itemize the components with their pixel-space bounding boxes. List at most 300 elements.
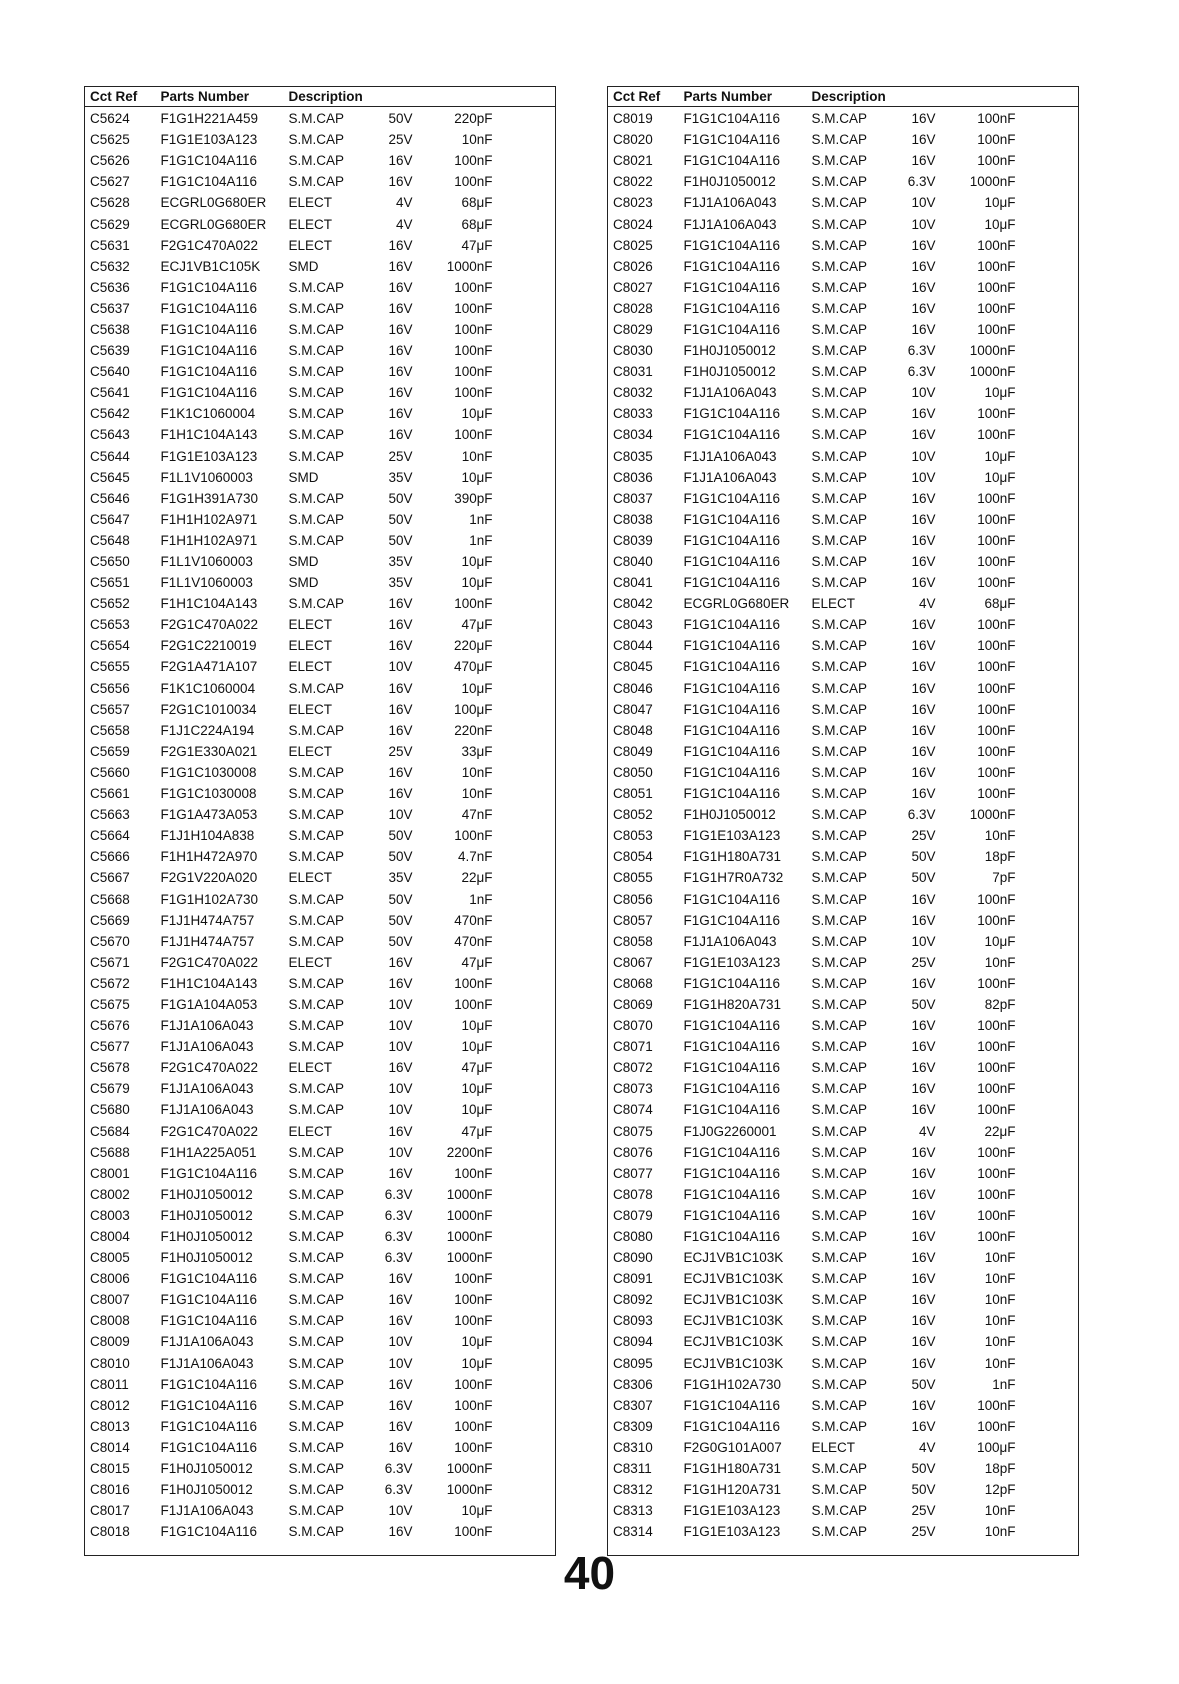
table-row [608,467,1079,488]
table-row [85,888,556,909]
voltage-cell: 16V [388,954,413,970]
description-cell: S.M.CAP [288,1376,345,1392]
voltage-cell: 4V [395,216,413,232]
voltage-cell: 16V [911,617,936,633]
row-padding [493,107,556,130]
description-cell: S.M.CAP [288,975,345,991]
row-padding [493,551,556,572]
row-padding [493,340,556,361]
row-padding [493,382,556,403]
value-cell: 470nF [454,933,493,949]
description-cell: S.M.CAP [811,427,868,443]
table-row [85,107,556,130]
cct-ref-cell: C8067 [613,954,653,970]
value-cell: 10μF [984,448,1016,464]
description-cell: S.M.CAP [811,1081,868,1097]
table-row [608,1142,1079,1163]
value-cell: 100μF [453,701,493,717]
row-padding [493,1184,556,1205]
parts-number-cell: F1K1C1060004 [160,406,256,422]
row-padding [493,446,556,467]
row-padding [1016,931,1079,952]
voltage-cell: 16V [388,406,413,422]
row-padding [1016,1142,1079,1163]
cct-ref-cell: C8008 [90,1313,130,1329]
voltage-cell: 16V [388,701,413,717]
voltage-cell: 10V [911,195,936,211]
parts-number-cell: F1J1A106A043 [160,1018,254,1034]
table-row [85,973,556,994]
voltage-cell: 16V [911,300,936,316]
value-cell: 100nF [977,321,1016,337]
parts-number-cell: F2G1V220A020 [160,870,258,886]
voltage-cell: 16V [388,427,413,443]
cct-ref-cell: C5654 [90,638,130,654]
description-cell: S.M.CAP [811,1060,868,1076]
voltage-cell: 25V [911,1524,936,1540]
parts-number-cell: F2G0G101A007 [683,1439,782,1455]
cct-ref-cell: C5645 [90,469,130,485]
voltage-cell: 16V [911,258,936,274]
cct-ref-cell: C8026 [613,258,653,274]
table-row [85,1099,556,1120]
cct-ref-cell: C8075 [613,1123,653,1139]
table-row [608,846,1079,867]
value-cell: 100nF [977,912,1016,928]
description-cell: S.M.CAP [811,469,868,485]
parts-number-cell: F1G1A104A053 [160,996,258,1012]
table-row [85,446,556,467]
description-cell: S.M.CAP [811,364,868,380]
value-cell: 10μF [461,575,493,591]
table-row [85,382,556,403]
value-cell: 100nF [977,153,1016,169]
parts-number-cell: F1H1H102A971 [160,511,258,527]
cct-ref-cell: C8027 [613,279,653,295]
cct-ref-cell: C5625 [90,132,130,148]
voltage-cell: 10V [388,1102,413,1118]
table-row [608,235,1079,256]
description-cell: S.M.CAP [811,1355,868,1371]
value-cell: 100nF [977,659,1016,675]
row-padding [1016,1395,1079,1416]
table-row [85,952,556,973]
cct-ref-cell: C8312 [613,1482,653,1498]
parts-number-cell: F1G1H120A731 [683,1482,782,1498]
cct-ref-cell: C5647 [90,511,130,527]
parts-number-cell: F1J1A106A043 [683,469,777,485]
row-padding [493,1437,556,1458]
table-row [608,192,1079,213]
table-row [85,171,556,192]
cct-ref-cell: C8095 [613,1355,653,1371]
description-cell: S.M.CAP [811,996,868,1012]
voltage-cell: 16V [388,1060,413,1076]
description-cell: S.M.CAP [811,279,868,295]
cct-ref-cell: C5670 [90,933,130,949]
table-row [608,424,1079,445]
parts-number-cell: ECGRL0G680ER [160,216,267,232]
cct-ref-cell: C5628 [90,195,130,211]
value-cell: 390pF [454,490,493,506]
parts-number-cell: F1G1C104A116 [683,638,781,654]
description-cell: ELECT [288,701,333,717]
description-cell: S.M.CAP [288,153,345,169]
voltage-cell: 16V [388,1165,413,1181]
parts-number-cell: F1G1C1030008 [160,786,257,802]
table-row [608,952,1079,973]
row-padding [1016,107,1079,130]
table-row [85,741,556,762]
table-row [608,1521,1079,1542]
description-cell: ELECT [288,237,333,253]
parts-number-cell: F1G1C104A116 [683,511,781,527]
parts-number-cell: F1L1V1060003 [160,554,253,570]
table-row [85,804,556,825]
value-cell: 68μF [984,596,1016,612]
row-padding [1016,846,1079,867]
voltage-cell: 16V [911,1397,936,1413]
parts-number-cell: F1H0J1050012 [160,1461,253,1477]
table-row [85,678,556,699]
value-cell: 100nF [977,1102,1016,1118]
table-row [85,361,556,382]
cct-ref-cell: C5639 [90,343,130,359]
voltage-cell: 50V [388,933,413,949]
parts-number-cell: F1K1C1060004 [160,680,256,696]
value-cell: 100nF [977,258,1016,274]
row-padding [493,593,556,614]
parts-number-cell: F2G1C470A022 [160,617,259,633]
parts-number-cell: ECJ1VB1C103K [683,1313,784,1329]
cct-ref-cell: C5663 [90,807,130,823]
parts-number-cell: F1G1C104A116 [683,321,781,337]
description-cell: S.M.CAP [811,807,868,823]
row-padding [493,1015,556,1036]
description-cell: S.M.CAP [288,1482,345,1498]
parts-number-cell: ECJ1VB1C103K [683,1355,784,1371]
parts-number-cell: F1G1C104A116 [683,153,781,169]
parts-number-cell: F1G1C104A116 [683,975,781,991]
description-cell: S.M.CAP [811,1229,868,1245]
parts-number-cell: F1H1A225A051 [160,1144,257,1160]
value-cell: 68μF [461,195,493,211]
row-padding [1016,277,1079,298]
table-row [608,509,1079,530]
table-row [85,1353,556,1374]
parts-number-cell: F1G1H102A730 [683,1376,782,1392]
row-padding [493,129,556,150]
parts-number-cell: F1G1C104A116 [683,1229,781,1245]
description-cell: S.M.CAP [811,406,868,422]
row-padding [1016,1036,1079,1057]
parts-number-cell: ECGRL0G680ER [160,195,267,211]
cct-ref-cell: C8032 [613,385,653,401]
parts-number-cell: F2G1C2210019 [160,638,257,654]
description-cell: S.M.CAP [288,1461,345,1477]
voltage-cell: 25V [911,1503,936,1519]
table-row [608,804,1079,825]
parts-number-cell: ECJ1VB1C103K [683,1334,784,1350]
cct-ref-cell: C8041 [613,575,653,591]
voltage-cell: 25V [911,828,936,844]
parts-number-cell: F1G1C104A116 [160,1292,258,1308]
cct-ref-cell: C8058 [613,933,653,949]
voltage-cell: 16V [911,743,936,759]
parts-number-cell: F1G1C1030008 [160,764,257,780]
cct-ref-cell: C5666 [90,849,130,865]
cct-ref-cell: C8038 [613,511,653,527]
cct-ref-cell: C8019 [613,111,653,127]
voltage-cell: 16V [911,575,936,591]
row-padding [1016,1268,1079,1289]
description-cell: SMD [288,258,319,274]
value-cell: 100nF [977,1039,1016,1055]
table-row [85,213,556,234]
value-cell: 10nF [984,954,1016,970]
voltage-cell: 16V [911,511,936,527]
row-padding [1016,741,1079,762]
value-cell: 100nF [454,1376,493,1392]
row-padding [1016,994,1079,1015]
description-cell: S.M.CAP [288,1165,345,1181]
description-cell: S.M.CAP [811,216,868,232]
description-cell: S.M.CAP [811,1397,868,1413]
table-row [608,256,1079,277]
cct-ref-cell: C5637 [90,300,130,316]
value-cell: 1000nF [446,1461,493,1477]
voltage-cell: 16V [388,1524,413,1540]
voltage-cell: 10V [388,1081,413,1097]
table-row [608,277,1079,298]
value-cell: 100nF [454,1292,493,1308]
parts-number-cell: F1G1H391A730 [160,490,259,506]
voltage-cell: 6.3V [384,1229,413,1245]
description-cell: S.M.CAP [811,1018,868,1034]
row-padding [493,1500,556,1521]
table-row [85,424,556,445]
voltage-cell: 16V [911,1039,936,1055]
row-padding [493,192,556,213]
row-padding [493,994,556,1015]
parts-number-cell: ECJ1VB1C103K [683,1292,784,1308]
description-cell: S.M.CAP [811,638,868,654]
cct-ref-cell: C8028 [613,300,653,316]
cct-ref-cell: C8042 [613,596,653,612]
voltage-cell: 16V [911,132,936,148]
description-cell: S.M.CAP [288,385,345,401]
table-row [608,1331,1079,1352]
description-cell: S.M.CAP [288,343,345,359]
parts-number-cell: F1G1C104A116 [683,490,781,506]
voltage-cell: 16V [388,764,413,780]
value-cell: 22μF [984,1123,1016,1139]
row-padding [493,319,556,340]
value-cell: 47μF [461,1123,493,1139]
value-cell: 100nF [977,786,1016,802]
voltage-cell: 50V [911,849,936,865]
table-row [608,973,1079,994]
cct-ref-cell: C8071 [613,1039,653,1055]
description-cell: S.M.CAP [811,701,868,717]
parts-number-cell: F1G1C104A116 [683,1207,781,1223]
description-cell: ELECT [288,195,333,211]
table-row [608,1247,1079,1268]
parts-number-cell: F1G1C104A116 [683,617,781,633]
parts-number-cell: F1H1H102A971 [160,532,258,548]
cct-ref-cell: C5638 [90,321,130,337]
voltage-cell: 16V [911,279,936,295]
parts-number-cell: F1J1H474A757 [160,912,255,928]
value-cell: 10μF [461,554,493,570]
cct-ref-cell: C8034 [613,427,653,443]
value-cell: 10μF [984,469,1016,485]
parts-number-cell: F1J1A106A043 [683,385,777,401]
description-cell: S.M.CAP [288,722,345,738]
voltage-cell: 10V [911,933,936,949]
table-row [608,107,1079,130]
parts-number-cell: F1G1E103A123 [683,1524,781,1540]
description-cell: S.M.CAP [811,132,868,148]
cct-ref-cell: C8039 [613,532,653,548]
value-cell: 1000nF [446,258,493,274]
cct-ref-cell: C5667 [90,870,130,886]
row-padding [493,213,556,234]
voltage-cell: 16V [911,111,936,127]
cct-ref-cell: C8015 [90,1461,130,1477]
row-padding [1016,1184,1079,1205]
parts-number-cell: F1H0J1050012 [683,364,776,380]
table-row [608,1205,1079,1226]
description-cell: S.M.CAP [288,828,345,844]
voltage-cell: 35V [388,575,413,591]
description-cell: S.M.CAP [811,1039,868,1055]
table-row [85,572,556,593]
table-row [85,1416,556,1437]
value-cell: 4.7nF [457,849,493,865]
value-cell: 10μF [984,933,1016,949]
voltage-cell: 10V [911,448,936,464]
parts-number-cell: F1H0J1050012 [160,1207,253,1223]
description-cell: S.M.CAP [288,1313,345,1329]
parts-number-cell: F1H1C104A143 [160,596,258,612]
table-row [85,783,556,804]
parts-number-cell: F1G1C104A116 [683,722,781,738]
voltage-cell: 50V [388,912,413,928]
table-row [85,1268,556,1289]
table-row [608,1226,1079,1247]
table-row [608,699,1079,720]
parts-number-cell: ECGRL0G680ER [683,596,790,612]
value-cell: 100nF [977,1397,1016,1413]
parts-number-cell: F1G1C104A116 [683,132,781,148]
voltage-cell: 4V [918,596,936,612]
parts-number-cell: ECJ1VB1C103K [683,1271,784,1287]
voltage-cell: 16V [911,722,936,738]
table-row [85,298,556,319]
voltage-cell: 16V [911,680,936,696]
table-row [85,931,556,952]
parts-number-cell: F1G1C104A116 [683,258,781,274]
description-cell: S.M.CAP [811,1250,868,1266]
row-padding [493,1289,556,1310]
row-padding [493,1268,556,1289]
cct-ref-cell: C8004 [90,1229,130,1245]
row-padding [493,973,556,994]
header-parts-number: Parts Number [683,88,773,104]
table-row [608,1374,1079,1395]
value-cell: 10nF [984,1524,1016,1540]
table-row [85,1036,556,1057]
cct-ref-cell: C8044 [613,638,653,654]
table-row [608,530,1079,551]
voltage-cell: 4V [918,1439,936,1455]
row-padding [1016,910,1079,931]
table-row [608,867,1079,888]
parts-number-cell: F1G1C104A116 [160,279,258,295]
row-padding [1016,1500,1079,1521]
cct-ref-cell: C8033 [613,406,653,422]
description-cell: S.M.CAP [288,490,345,506]
parts-number-cell: F1J1A106A043 [160,1355,254,1371]
value-cell: 47μF [461,1060,493,1076]
voltage-cell: 35V [388,870,413,886]
description-cell: S.M.CAP [288,1039,345,1055]
row-padding [1016,973,1079,994]
table-row [85,1374,556,1395]
row-padding [1016,1458,1079,1479]
table-row [608,446,1079,467]
cct-ref-cell: C8057 [613,912,653,928]
value-cell: 100nF [454,828,493,844]
row-padding [493,1057,556,1078]
cct-ref-cell: C5626 [90,153,130,169]
voltage-cell: 16V [388,321,413,337]
table-row [85,635,556,656]
table-row [85,1247,556,1268]
description-cell: S.M.CAP [811,975,868,991]
description-cell: S.M.CAP [288,1229,345,1245]
description-cell: S.M.CAP [811,554,868,570]
cct-ref-cell: C8043 [613,617,653,633]
table-row [608,614,1079,635]
row-padding [493,783,556,804]
description-cell: S.M.CAP [288,764,345,780]
description-cell: S.M.CAP [811,786,868,802]
description-cell: ELECT [288,954,333,970]
table-header-row [85,87,556,107]
table-row [85,235,556,256]
parts-number-cell: F2G1E330A021 [160,743,258,759]
parts-number-cell: F1G1C104A116 [683,406,781,422]
row-padding [493,1479,556,1500]
parts-number-cell: F1G1E103A123 [683,1503,781,1519]
row-padding [1016,319,1079,340]
description-cell: S.M.CAP [811,1271,868,1287]
parts-number-cell: F1L1V1060003 [160,469,253,485]
description-cell: S.M.CAP [288,1397,345,1413]
parts-number-cell: F1H0J1050012 [160,1250,253,1266]
voltage-cell: 10V [388,1503,413,1519]
table-row [85,1479,556,1500]
voltage-cell: 16V [388,596,413,612]
voltage-cell: 25V [388,132,413,148]
voltage-cell: 50V [388,828,413,844]
table-row [85,1458,556,1479]
row-padding [493,1121,556,1142]
description-cell: S.M.CAP [288,786,345,802]
cct-ref-cell: C5655 [90,659,130,675]
